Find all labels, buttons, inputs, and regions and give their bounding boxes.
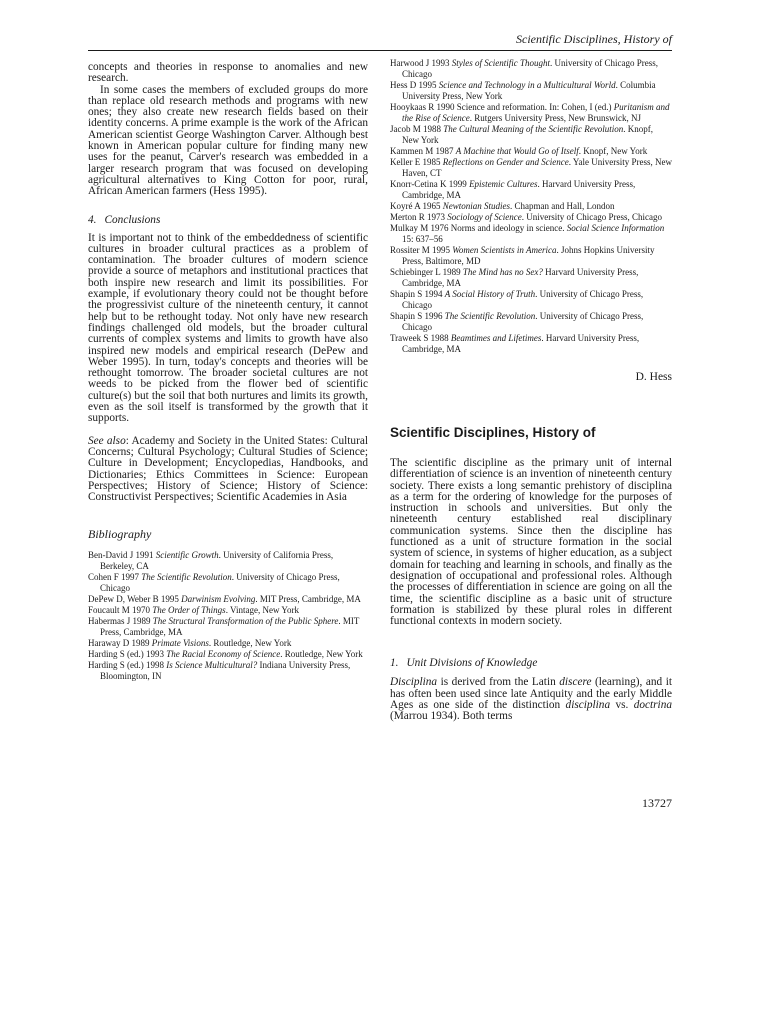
bibliography-entry: Harding S (ed.) 1993 The Racial Economy of Science. Routledge, New York: [88, 649, 363, 660]
bibliography-list: [88, 550, 368, 682]
reference-entry: Shapin S 1994 A Social History of Truth. University of Chicago Press, Chicago: [390, 289, 644, 310]
left-column: [88, 62, 368, 682]
paragraph-intro: The scientific discipline as the primary unit of internal differentiation of science is an invention of nineteenth century society. There exists a long semantic prehistory of disciplina as a term for the ordering of knowledge for the purposes of instruction in schools and universities. But only the nineteenth century established real disciplinary communication systems. Since then the discipline has functioned as a unit of structure formation in the social system of science, in systems of higher education, as a subject domain for teaching and learning in schools, and finally as the designation of occupational and professional roles. Although the processes of differentiation in science are going on all the time, the scientific discipline as a basic unit of structure formation is stabilized by these plural roles in different functional contexts in modern society.: [390, 457, 672, 628]
page-number: 13727: [642, 796, 672, 810]
reference-entry: Hooykaas R 1990 Science and reformation. In: Cohen, I (ed.) Puritanism and the Rise of Science. Rutgers University Press, New Brunswick, NJ: [390, 102, 670, 123]
reference-entry: Hess D 1995 Science and Technology in a Multicultural World. Columbia University Press, New York: [390, 80, 656, 101]
reference-entry: Schiebinger L 1989 The Mind has no Sex? Harvard University Press, Cambridge, MA: [390, 267, 639, 288]
bibliography-heading: Bibliography: [88, 527, 152, 542]
paragraph-disciplina: Disciplina is derived from the Latin discere (learning), and it has often been used since late Antiquity and the early Middle Ages as one side of the distinction disciplina vs. doctrina (Marrou 1934). Both terms: [390, 676, 672, 723]
section-title: Conclusions: [104, 213, 161, 226]
reference-entry: Traweek S 1988 Beamtimes and Lifetimes. Harvard University Press, Cambridge, MA: [390, 333, 640, 354]
bibliography-entry: Ben-David J 1991 Scientific Growth. University of California Press, Berkeley, CA: [88, 550, 334, 572]
bibliography-entry: Habermas J 1989 The Structural Transformation of the Public Sphere. MIT Press, Cambridge, MA: [88, 616, 360, 638]
reference-entry: Kammen M 1987 A Machine that Would Go of Itself. Knopf, New York: [390, 146, 648, 156]
author-signature: D. Hess: [635, 371, 672, 383]
see-also: [88, 436, 368, 504]
see-also-text: : Academy and Society in the United States: Cultural Concerns; Cultural Psychology; Cultural Studies of Science; Culture in Development; Encyclopedias, Handbooks, and Dictionaries; Ethics Committees in Science: European Perspectives; History of Science; History of Science: Constructivist Perspectives; Scientific Academies in Asia: [88, 434, 368, 504]
section-number: 1.: [390, 657, 399, 670]
bibliography-entry: Harding S (ed.) 1998 Is Science Multicultural? Indiana University Press, Bloomington, IN: [88, 660, 351, 682]
running-title: Scientific Disciplines, History of: [516, 32, 672, 46]
section-heading-unit-divisions: [390, 657, 672, 669]
reference-entry: Keller E 1985 Reflections on Gender and Science. Yale University Press, New Haven, CT: [390, 157, 672, 178]
paragraph-carver: In some cases the members of excluded groups do more than replace old research methods and programs with new ones; they also create new research fields based on their identity concerns. A prime example is the work of the African American scientist George Washington Carver. Although best known in American popular culture for finding many new uses for the peanut, Carver's research was embedded in a larger research program that was focused on developing agricultural alternatives to King Cotton for poor, rural, African American farmers (Hess 1995).: [88, 83, 368, 198]
references-list: [390, 58, 672, 355]
bibliography-entry: Haraway D 1989 Primate Visions. Routledge, New York: [88, 638, 292, 649]
section-heading-conclusions: [88, 214, 368, 226]
reference-entry: Harwood J 1993 Styles of Scientific Thought. University of Chicago Press, Chicago: [390, 58, 658, 79]
article-title: Scientific Disciplines, History of: [390, 425, 596, 440]
reference-entry: Merton R 1973 Sociology of Science. University of Chicago Press, Chicago: [390, 212, 662, 222]
reference-entry: Knorr-Cetina K 1999 Epistemic Cultures. Harvard University Press, Cambridge, MA: [390, 179, 636, 200]
paragraph-continued: concepts and theories in response to anomalies and new research.: [88, 61, 368, 85]
reference-entry: Jacob M 1988 The Cultural Meaning of the Scientific Revolution. Knopf, New York: [390, 124, 653, 145]
see-also-label: See also: [88, 434, 126, 447]
reference-entry: Rossiter M 1995 Women Scientists in America. Johns Hopkins University Press, Baltimore, MD: [390, 245, 655, 266]
reference-entry: Koyré A 1965 Newtonian Studies. Chapman and Hall, London: [390, 201, 615, 211]
reference-entry: Shapin S 1996 The Scientific Revolution. University of Chicago Press, Chicago: [390, 311, 644, 332]
bibliography-entry: Foucault M 1970 The Order of Things. Vintage, New York: [88, 605, 299, 616]
bibliography-entry: Cohen F 1997 The Scientific Revolution. University of Chicago Press, Chicago: [88, 572, 340, 594]
paragraph-conclusions: It is important not to think of the embeddedness of scientific cultures in broader cultural practices as a problem of contamination. The broader cultures of modern science provide a source of metaphors and institutional practices that both inspire new research and limit its possibilities. For example, if evolutionary theory could not be thought before the progressivist culture of the nineteenth century, it cannot help but to be rethought today. Not only have new research findings challenged old models, but the broader cultural currents of complex systems and limits to growth have also inspired new models and empirical research (DePew and Weber 1995). In turn, today's concepts and theories will be rethought tomorrow. The broader societal cultures are not weeds to be picked from the flower bed of scientific culture(s) but the soil that both nurtures and limits its growth, even as the soil itself is transformed by the growth that it supports.: [88, 231, 368, 425]
section-title: Unit Divisions of Knowledge: [406, 657, 538, 670]
right-column: [390, 58, 672, 723]
reference-entry: Mulkay M 1976 Norms and ideology in science. Social Science Information 15: 637–56: [390, 223, 665, 244]
header-rule: [88, 50, 672, 51]
section-number: 4.: [88, 213, 97, 226]
bibliography-entry: DePew D, Weber B 1995 Darwinism Evolving. MIT Press, Cambridge, MA: [88, 594, 361, 605]
